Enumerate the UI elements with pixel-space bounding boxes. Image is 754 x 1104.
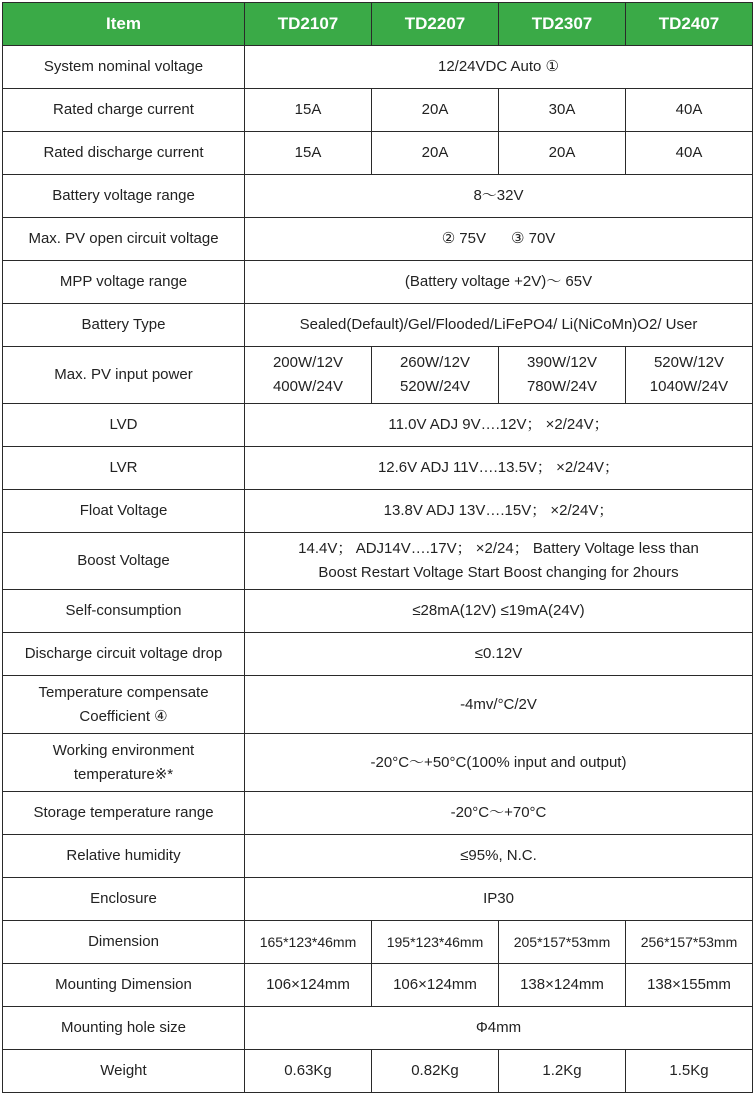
- table-row: [3, 590, 753, 633]
- header-model: TD2407: [626, 3, 753, 46]
- header-row: [3, 3, 753, 46]
- row-label: [3, 734, 245, 792]
- row-value: -4mv/°C/2V: [245, 676, 753, 734]
- table-row: [3, 132, 753, 175]
- row-value: ② 75V ③ 70V: [245, 218, 753, 261]
- table-row: [3, 835, 753, 878]
- row-value: 30A: [499, 89, 626, 132]
- table-row: [3, 89, 753, 132]
- row-value: 40A: [626, 132, 753, 175]
- table-row: [3, 676, 753, 734]
- row-value: 15A: [245, 132, 372, 175]
- table-row: [3, 490, 753, 533]
- row-value: 11.0V ADJ 9V….12V； ×2/24V；: [245, 404, 753, 447]
- row-value: (Battery voltage +2V)～ 65V: [245, 261, 753, 304]
- row-value: 195*123*46mm: [372, 921, 499, 964]
- table-row: [3, 734, 753, 792]
- row-value: 106×124mm: [372, 964, 499, 1007]
- row-label: Max. PV open circuit voltage: [3, 218, 245, 261]
- table-row: [3, 533, 753, 590]
- row-value: 40A: [626, 89, 753, 132]
- row-value: Sealed(Default)/Gel/Flooded/LiFePO4/ Li(NiCoMn)O2/ User: [245, 304, 753, 347]
- value-line: Boost Restart Voltage Start Boost changing for 2hours: [318, 564, 679, 581]
- row-label: Mounting hole size: [3, 1007, 245, 1050]
- row-label: Discharge circuit voltage drop: [3, 633, 245, 676]
- row-label: Max. PV input power: [3, 347, 245, 404]
- row-value: 20A: [372, 89, 499, 132]
- value-line: 260W/12V: [399, 354, 471, 371]
- row-value: 138×155mm: [626, 964, 753, 1007]
- table-row: [3, 964, 753, 1007]
- row-value: 106×124mm: [245, 964, 372, 1007]
- table-row: [3, 878, 753, 921]
- row-value: 20A: [499, 132, 626, 175]
- row-label: Dimension: [3, 921, 245, 964]
- row-value: 1.2Kg: [499, 1050, 626, 1093]
- row-label: Mounting Dimension: [3, 964, 245, 1007]
- row-value: 0.82Kg: [372, 1050, 499, 1093]
- row-label: Battery voltage range: [3, 175, 245, 218]
- table-row: [3, 633, 753, 676]
- row-label: Rated discharge current: [3, 132, 245, 175]
- value-line: 1040W/24V: [649, 378, 729, 395]
- row-label: LVR: [3, 447, 245, 490]
- row-value: 12.6V ADJ 11V….13.5V； ×2/24V；: [245, 447, 753, 490]
- row-label: Battery Type: [3, 304, 245, 347]
- row-value: 8～32V: [245, 175, 753, 218]
- table-row: [3, 404, 753, 447]
- row-label: Self-consumption: [3, 590, 245, 633]
- row-value: [372, 347, 499, 404]
- table-row: [3, 261, 753, 304]
- value-line: 390W/12V: [526, 354, 598, 371]
- label-line: Temperature compensate: [38, 683, 209, 701]
- row-value: [626, 347, 753, 404]
- table-row: [3, 1007, 753, 1050]
- row-value: 256*157*53mm: [626, 921, 753, 964]
- row-label: Boost Voltage: [3, 533, 245, 590]
- label-line: temperature※*: [73, 765, 174, 783]
- row-value: Φ4mm: [245, 1007, 753, 1050]
- row-value: 205*157*53mm: [499, 921, 626, 964]
- table-row: [3, 347, 753, 404]
- table-row: [3, 46, 753, 89]
- row-label: Relative humidity: [3, 835, 245, 878]
- header-item: Item: [3, 3, 245, 46]
- value-line: 780W/24V: [526, 378, 598, 395]
- table-row: [3, 304, 753, 347]
- row-value: 20A: [372, 132, 499, 175]
- row-value: 0.63Kg: [245, 1050, 372, 1093]
- spec-table: [2, 2, 753, 1093]
- row-value: 13.8V ADJ 13V….15V； ×2/24V；: [245, 490, 753, 533]
- header-model: TD2207: [372, 3, 499, 46]
- row-label: Enclosure: [3, 878, 245, 921]
- row-label: LVD: [3, 404, 245, 447]
- row-value: 165*123*46mm: [245, 921, 372, 964]
- row-value: -20°C～+50°C(100% input and output): [245, 734, 753, 792]
- row-value: 1.5Kg: [626, 1050, 753, 1093]
- row-label: MPP voltage range: [3, 261, 245, 304]
- table-row: [3, 792, 753, 835]
- value-line: 14.4V； ADJ14V….17V； ×2/24； Battery Voltage less than: [298, 540, 699, 557]
- row-value: ≤0.12V: [245, 633, 753, 676]
- row-value: ≤95%, N.C.: [245, 835, 753, 878]
- value-line: 400W/24V: [272, 378, 344, 395]
- header-model: TD2107: [245, 3, 372, 46]
- value-line: 520W/12V: [653, 354, 725, 371]
- value-line: 520W/24V: [399, 378, 471, 395]
- row-value: [245, 347, 372, 404]
- table-row: [3, 218, 753, 261]
- row-label: [3, 676, 245, 734]
- row-value: [499, 347, 626, 404]
- row-value: -20°C～+70°C: [245, 792, 753, 835]
- table-row: [3, 447, 753, 490]
- label-line: Coefficient ④: [79, 707, 168, 725]
- row-value: 138×124mm: [499, 964, 626, 1007]
- table-row: [3, 921, 753, 964]
- header-model: TD2307: [499, 3, 626, 46]
- row-label: System nominal voltage: [3, 46, 245, 89]
- row-label: Float Voltage: [3, 490, 245, 533]
- table-row: [3, 175, 753, 218]
- row-value: [245, 533, 753, 590]
- row-label: Storage temperature range: [3, 792, 245, 835]
- table-row: [3, 1050, 753, 1093]
- row-value: ≤28mA(12V) ≤19mA(24V): [245, 590, 753, 633]
- row-value: 12/24VDC Auto ①: [245, 46, 753, 89]
- row-label: Rated charge current: [3, 89, 245, 132]
- label-line: Working environment: [52, 741, 195, 759]
- value-line: 200W/12V: [272, 354, 344, 371]
- row-label: Weight: [3, 1050, 245, 1093]
- row-value: 15A: [245, 89, 372, 132]
- row-value: IP30: [245, 878, 753, 921]
